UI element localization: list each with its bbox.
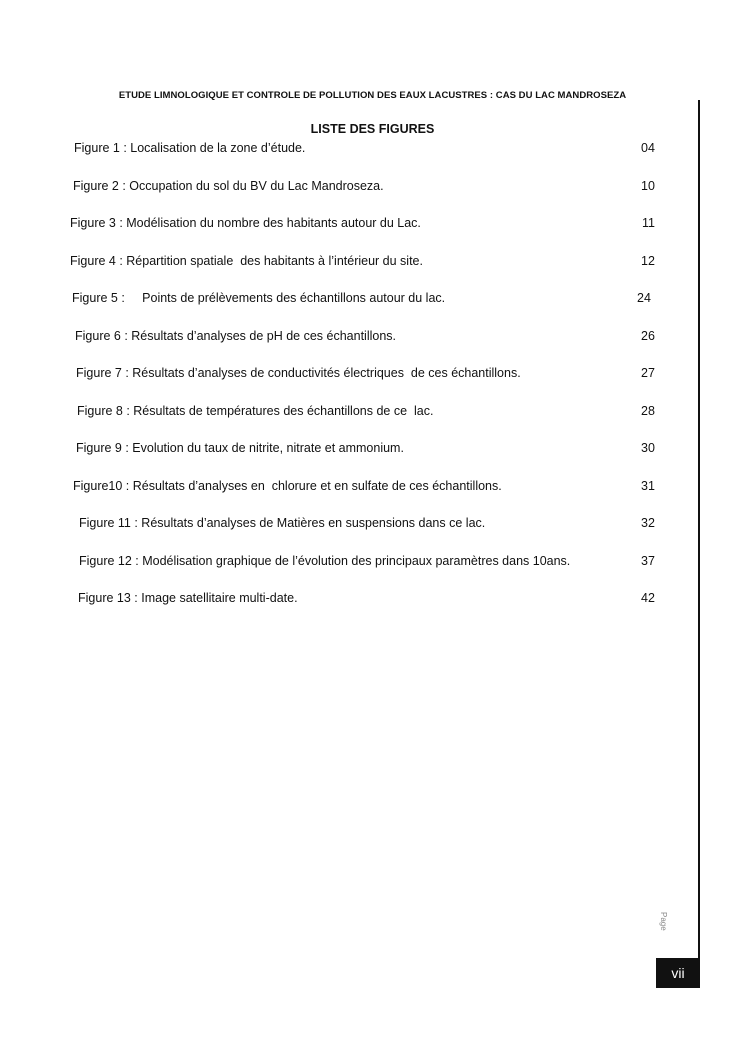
figure-entry-page: 27 (641, 366, 655, 380)
figure-entry (73, 478, 663, 494)
figure-entry (74, 140, 664, 156)
page-border-rule (698, 100, 700, 988)
figure-entry-label: Figure 8 : Résultats de températures des échantillons de ce lac. (77, 404, 434, 418)
figure-entry-page: 42 (641, 591, 655, 605)
figure-entry (76, 440, 666, 456)
figure-entry-page: 32 (641, 516, 655, 530)
figure-entry-label: Figure 11 : Résultats d’analyses de Matières en suspensions dans ce lac. (79, 516, 486, 530)
figure-entry-label: Figure 1 : Localisation de la zone d’étude. (74, 141, 306, 155)
figure-entry (78, 590, 668, 606)
running-header: ETUDE LIMNOLOGIQUE ET CONTROLE DE POLLUTION DES EAUX LACUSTRES : CAS DU LAC MANDROSEZA (118, 90, 627, 101)
figure-entry (79, 515, 669, 531)
figure-entry-page: 26 (641, 329, 655, 343)
page-word-label: Page (659, 912, 668, 931)
figure-entry-label: Figure 9 : Evolution du taux de nitrite, nitrate et ammonium. (76, 441, 404, 455)
figure-entry (76, 365, 666, 381)
figure-entry-label: Figure 2 : Occupation du sol du BV du Lac Mandroseza. (73, 179, 384, 193)
figure-entry-page: 04 (641, 141, 655, 155)
figure-entry-page: 28 (641, 404, 655, 418)
figure-entry-page: 30 (641, 441, 655, 455)
figure-entry-label: Figure 7 : Résultats d’analyses de conductivités électriques de ces échantillons. (76, 366, 521, 380)
figure-entry-label: Figure 13 : Image satellitaire multi-date. (78, 591, 298, 605)
figure-entry-page: 37 (641, 554, 655, 568)
figure-entry (75, 328, 665, 344)
page-number-box (656, 958, 700, 988)
figure-entry (79, 553, 669, 569)
figure-entry-label: Figure 12 : Modélisation graphique de l’évolution des principaux paramètres dans 10ans. (79, 554, 571, 568)
figure-entry-page: 24 (637, 291, 651, 305)
figure-entry-page: 12 (641, 254, 655, 268)
figure-entry-label: Figure 4 : Répartition spatiale des habitants à l’intérieur du site. (70, 254, 423, 268)
list-title: LISTE DES FIGURES (310, 122, 435, 136)
figure-entry-label: Figure 5 : Points de prélèvements des échantillons autour du lac. (72, 291, 446, 305)
figure-entry-label: Figure10 : Résultats d’analyses en chlorure et en sulfate de ces échantillons. (73, 479, 502, 493)
figure-entry-page: 10 (641, 179, 655, 193)
figure-entry (70, 215, 660, 231)
page-number: vii (671, 965, 685, 981)
figure-entry (72, 290, 662, 306)
figure-entry (77, 403, 667, 419)
figure-entry-label: Figure 3 : Modélisation du nombre des habitants autour du Lac. (70, 216, 421, 230)
figure-entry-page: 31 (641, 479, 655, 493)
figure-entry (73, 178, 663, 194)
figure-entry (70, 253, 660, 269)
figure-entry-label: Figure 6 : Résultats d’analyses de pH de ces échantillons. (75, 329, 397, 343)
figure-entry-page: 11 (642, 216, 655, 230)
